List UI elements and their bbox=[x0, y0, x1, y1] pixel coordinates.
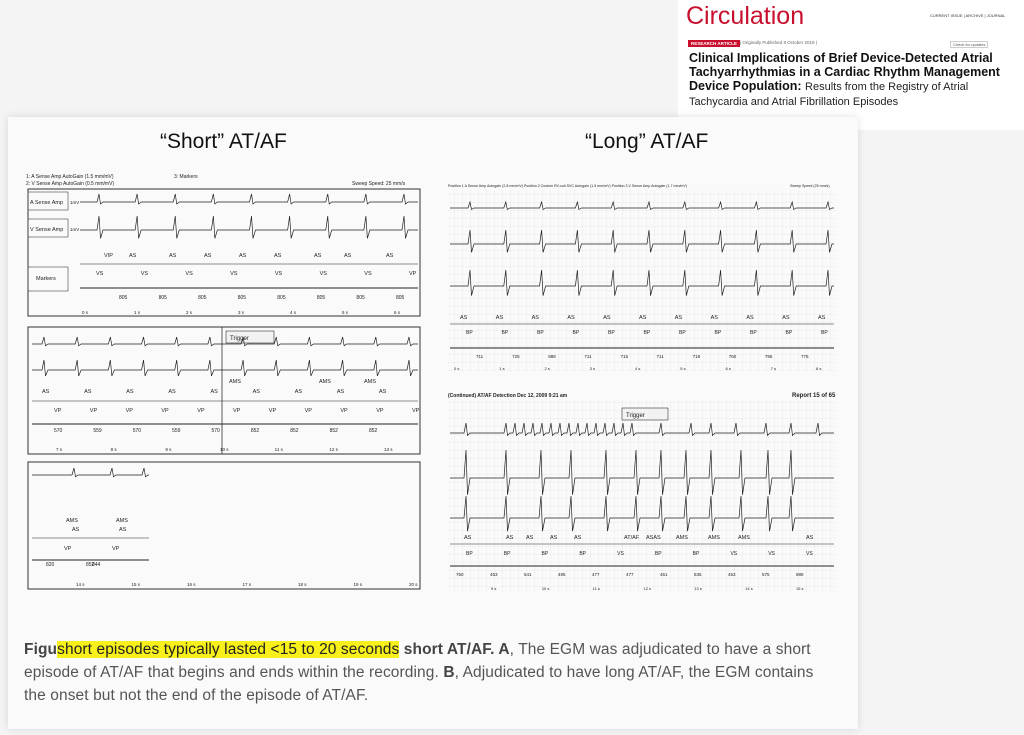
interval-label: 805 bbox=[198, 295, 207, 301]
journal-header bbox=[678, 0, 1024, 130]
interval-label: 852 bbox=[329, 428, 338, 434]
interval-label: 461 bbox=[660, 572, 668, 577]
marker-label: AS bbox=[550, 535, 558, 541]
time-label: 3 s bbox=[238, 310, 245, 315]
interval-label: 575 bbox=[762, 572, 770, 577]
interval-label: 852 bbox=[86, 562, 95, 568]
marker-label: AS bbox=[210, 389, 218, 395]
interval-label: 760 bbox=[728, 354, 737, 359]
marker-label: VP bbox=[409, 271, 417, 277]
marker-label: AS bbox=[204, 253, 212, 259]
marker-label: AT/AF bbox=[624, 535, 640, 541]
time-label: 11 s bbox=[592, 586, 600, 591]
marker-label: AS bbox=[674, 315, 683, 321]
marker-label: AS bbox=[526, 535, 534, 541]
interval-label: 495 bbox=[558, 572, 566, 577]
marker-label: AS bbox=[379, 389, 387, 395]
marker-label: AS bbox=[314, 253, 322, 259]
figure-caption bbox=[24, 638, 834, 707]
time-label: 0 s bbox=[454, 366, 460, 371]
interval-label: 711 bbox=[656, 354, 664, 359]
marker-label: AS bbox=[119, 527, 127, 533]
marker-label: VP bbox=[340, 408, 348, 414]
time-label: 5 s bbox=[342, 310, 349, 315]
marker-label: BP bbox=[608, 330, 615, 336]
marker-label: AS bbox=[818, 315, 826, 321]
marker-label: BP bbox=[654, 551, 662, 557]
time-label: 7 s bbox=[56, 447, 63, 452]
time-label: 1 s bbox=[134, 310, 141, 315]
time-label: 10 s bbox=[541, 586, 550, 591]
caption-prefix: Figu bbox=[24, 641, 58, 658]
time-label: 4 s bbox=[635, 366, 641, 371]
sweep-speed: Sweep Speed: 25 mm/s bbox=[352, 181, 406, 187]
time-label: 8 s bbox=[816, 366, 822, 371]
legend-3: 3: Markers bbox=[174, 174, 198, 180]
interval-label: 805 bbox=[237, 295, 247, 301]
interval-label: 477 bbox=[626, 572, 634, 577]
marker-label: BP bbox=[679, 330, 686, 336]
channel-markers-label: Markers bbox=[36, 276, 56, 282]
marker-label: VP bbox=[161, 408, 169, 414]
marker-label: AMS bbox=[66, 518, 78, 524]
legend-1: 1: A Sense Amp AutoGain (1.5 mm/mV) bbox=[26, 174, 114, 180]
time-label: 13 s bbox=[384, 447, 393, 452]
marker-label: BP bbox=[541, 551, 549, 557]
interval-label: 715 bbox=[620, 354, 628, 359]
marker-label: AS bbox=[84, 389, 92, 395]
sweep-top: Sweep Speed (25 mm/s) bbox=[790, 184, 830, 188]
marker-label: AS bbox=[336, 389, 345, 395]
check-updates-button[interactable]: Check for updates bbox=[950, 41, 988, 48]
marker-label: AS bbox=[344, 253, 352, 259]
time-label: 19 s bbox=[353, 582, 363, 587]
marker-label: AS bbox=[129, 253, 137, 259]
time-label: 7 s bbox=[770, 366, 777, 371]
time-label: 0 s bbox=[82, 310, 89, 315]
caption-highlight[interactable]: short episodes typically lasted <15 to 20 seconds bbox=[57, 641, 400, 658]
interval-label: 541 bbox=[524, 572, 532, 577]
marker-label: AMS bbox=[364, 379, 376, 385]
interval-label: 750 bbox=[456, 572, 464, 577]
interval-label: 805 bbox=[277, 295, 286, 301]
legend-2: 2: V Sense Amp AutoGain (0.5 mm/mV) bbox=[26, 181, 115, 187]
marker-label: BP bbox=[466, 330, 473, 336]
article-subtitle: Results from the Registry of Atrial Tachycardia and Atrial Fibrillation Episodes bbox=[689, 81, 969, 108]
marker-label: VP bbox=[197, 408, 205, 414]
marker-label: VS bbox=[768, 551, 775, 557]
article-type-badge: RESEARCH ARTICLE bbox=[688, 40, 740, 47]
caption-bold-tail: short AT/AF. A bbox=[403, 641, 510, 658]
marker-label: VS bbox=[617, 551, 624, 557]
interval-label: 711 bbox=[584, 354, 592, 359]
interval-label: 711 bbox=[476, 354, 484, 359]
egm-panel-b bbox=[446, 178, 838, 603]
marker-label: AS bbox=[495, 315, 504, 321]
marker-label: AMS bbox=[319, 379, 331, 385]
marker-label: AS bbox=[169, 253, 177, 259]
time-label: 8 s bbox=[110, 447, 117, 452]
interval-label: 805 bbox=[396, 295, 405, 301]
interval-label: 888 bbox=[548, 354, 556, 359]
marker-label: AS bbox=[239, 253, 247, 259]
marker-label: VP bbox=[304, 408, 312, 414]
marker-label: BP bbox=[466, 551, 473, 557]
marker-label: AS bbox=[386, 253, 394, 259]
marker-label: AS bbox=[252, 389, 260, 395]
marker-label: AS bbox=[168, 389, 176, 395]
marker-label: AS bbox=[639, 315, 647, 321]
marker-label: AS bbox=[782, 315, 790, 321]
marker-label: AS bbox=[274, 253, 282, 259]
marker-label: AMS bbox=[229, 379, 241, 385]
interval-label: 535 bbox=[694, 572, 702, 577]
interval-label: 852 bbox=[369, 428, 378, 434]
marker-label: AS bbox=[72, 527, 80, 533]
article-title bbox=[689, 51, 1019, 109]
scale-a: 1mV bbox=[70, 200, 80, 205]
interval-label: 852 bbox=[290, 428, 299, 434]
interval-label: 725 bbox=[512, 354, 520, 359]
time-label: 9 s bbox=[491, 586, 497, 591]
marker-label: AMS bbox=[676, 535, 688, 541]
time-label: 17 s bbox=[242, 582, 252, 587]
time-label: 2 s bbox=[186, 310, 193, 315]
caption-text-a: , The EGM was adjudicated to have a short episode of AT/AF that begins and ends within the recording. bbox=[24, 641, 811, 681]
marker-label: VIP bbox=[104, 253, 113, 259]
marker-label: AS bbox=[294, 389, 303, 395]
marker-label: VS bbox=[274, 271, 283, 277]
v-sense-trace bbox=[80, 216, 418, 238]
interval-label: 852 bbox=[250, 428, 260, 434]
interval-label: 775 bbox=[801, 354, 809, 359]
time-label: 3 s bbox=[589, 366, 596, 371]
marker-label: AS bbox=[42, 389, 50, 395]
egm-row-3 bbox=[32, 468, 418, 587]
interval-label: 805 bbox=[316, 295, 326, 301]
interval-label: 844 bbox=[92, 562, 101, 568]
marker-label: BP bbox=[579, 551, 587, 557]
marker-label: VP bbox=[412, 408, 420, 414]
marker-label: BP bbox=[714, 330, 722, 336]
marker-label: AS bbox=[574, 535, 582, 541]
a-sense-trace bbox=[32, 337, 418, 346]
marker-label: BP bbox=[821, 330, 828, 336]
time-label: 5 s bbox=[680, 366, 686, 371]
marker-label: AS bbox=[506, 535, 514, 541]
marker-label: VP bbox=[376, 408, 384, 414]
interval-label: 453 bbox=[728, 572, 736, 577]
article-title-main: Clinical Implications of Brief Device-Detected Atrial Tachyarrhythmias in a Cardiac Rhythm Management Device Population: bbox=[689, 51, 1000, 93]
interval-label: 570 bbox=[54, 428, 63, 434]
marker-label: AMS bbox=[738, 535, 750, 541]
marker-label: AS bbox=[603, 315, 611, 321]
marker-label: VS bbox=[364, 271, 372, 277]
interval-label: 570 bbox=[211, 428, 220, 434]
journal-name[interactable]: Circulation bbox=[686, 2, 805, 30]
interval-label: 477 bbox=[592, 572, 600, 577]
v-sense-trace bbox=[32, 360, 418, 376]
a-sense-trace bbox=[32, 468, 149, 477]
channel-a-label: A Sense Amp bbox=[30, 200, 64, 206]
marker-label: AS bbox=[710, 315, 718, 321]
marker-label: AMS bbox=[116, 518, 128, 524]
marker-label: AS bbox=[460, 315, 468, 321]
time-label: 15 s bbox=[131, 582, 141, 587]
marker-label: VS bbox=[319, 271, 327, 277]
interval-label: 888 bbox=[796, 572, 804, 577]
time-label: 20 s bbox=[409, 582, 418, 587]
marker-label: BP bbox=[503, 551, 511, 557]
time-label: 18 s bbox=[298, 582, 307, 587]
panel-a-title: “Short” AT/AF bbox=[160, 130, 287, 153]
report-label: Report 15 of 65 bbox=[792, 393, 836, 399]
interval-label: 805 bbox=[158, 295, 167, 301]
interval-label: 559 bbox=[93, 428, 102, 434]
marker-label: VS bbox=[806, 551, 813, 557]
scale-v: 1mV bbox=[70, 227, 80, 232]
marker-label: VS bbox=[185, 271, 193, 277]
marker-label: VS bbox=[96, 271, 104, 277]
marker-label: AS bbox=[746, 315, 754, 321]
marker-label: BP bbox=[501, 330, 509, 336]
marker-label: VS bbox=[230, 271, 238, 277]
marker-label: VP bbox=[89, 408, 98, 414]
marker-label: BP bbox=[537, 330, 544, 336]
time-label: 11 s bbox=[274, 447, 283, 452]
marker-label: VP bbox=[125, 408, 133, 414]
marker-label: VP bbox=[54, 408, 62, 414]
marker-label: VP bbox=[268, 408, 277, 414]
marker-label: BP bbox=[750, 330, 757, 336]
interval-label: 570 bbox=[132, 428, 142, 434]
marker-label: VP bbox=[112, 546, 120, 552]
time-label: 2 s bbox=[544, 366, 550, 371]
egm-row-1 bbox=[80, 194, 418, 315]
egm-row-2 bbox=[32, 337, 420, 452]
interval-label: 559 bbox=[172, 428, 181, 434]
a-sense-trace bbox=[80, 194, 418, 204]
time-label: 14 s bbox=[745, 586, 753, 591]
marker-label: AS bbox=[464, 535, 472, 541]
marker-label: ASAS bbox=[646, 535, 661, 541]
marker-label: AMS bbox=[708, 535, 720, 541]
marker-label: BP bbox=[785, 330, 793, 336]
time-label: 15 s bbox=[796, 586, 804, 591]
time-label: 12 s bbox=[329, 447, 338, 452]
trigger-marker-b: Trigger bbox=[626, 413, 645, 419]
time-label: 1 s bbox=[499, 366, 505, 371]
marker-label: AS bbox=[531, 315, 539, 321]
interval-label: 805 bbox=[356, 295, 365, 301]
time-label: 10 s bbox=[220, 447, 229, 452]
marker-label: AS bbox=[567, 315, 575, 321]
article-meta: | Originally Published 8 October 2018 | bbox=[740, 40, 817, 45]
marker-label: VP bbox=[233, 408, 241, 414]
interval-label: 453 bbox=[490, 572, 498, 577]
time-label: 13 s bbox=[694, 586, 702, 591]
caption-bold-b: B bbox=[443, 664, 455, 681]
time-label: 16 s bbox=[187, 582, 196, 587]
marker-label: VS bbox=[140, 271, 149, 277]
marker-label: BP bbox=[572, 330, 580, 336]
time-label: 12 s bbox=[643, 586, 652, 591]
marker-label: AS bbox=[806, 535, 814, 541]
marker-label: BP bbox=[692, 551, 700, 557]
time-label: 6 s bbox=[725, 366, 731, 371]
journal-nav[interactable]: CURRENT ISSUE | ARCHIVE | JOURNAL bbox=[930, 13, 1006, 18]
panel-b-title: “Long” AT/AF bbox=[585, 130, 709, 153]
header-top: Position 1 A Sense Amp Autogain (2.8 mm/mV) Position 2 Custom RV-coil-SVC Autogain (1.5 mm/mV) Position 3 V Sense Amp Autogain (1.7 mm/mV) bbox=[448, 184, 688, 188]
egm-panel-a bbox=[24, 172, 424, 597]
caption-text-b: , Adjudicated to have long AT/AF, the EGM contains the onset but not the end of the episode of AT/AF. bbox=[24, 664, 814, 704]
marker-label: VP bbox=[64, 546, 72, 552]
marker-label: BP bbox=[643, 330, 651, 336]
interval-label: 805 bbox=[119, 295, 128, 301]
trigger-marker-a: Trigger bbox=[230, 336, 249, 342]
time-label: 14 s bbox=[76, 582, 85, 587]
time-label: 9 s bbox=[165, 447, 172, 452]
channel-v-label: V Sense Amp bbox=[30, 227, 64, 233]
marker-label: VS bbox=[730, 551, 738, 557]
time-label: 6 s bbox=[394, 310, 401, 315]
continued-label: (Continued) AT/AF Detection Dec 12, 2009 9:21 am bbox=[448, 393, 568, 399]
interval-label: 718 bbox=[692, 354, 701, 359]
interval-label: 820 bbox=[46, 562, 55, 568]
interval-label: 795 bbox=[764, 354, 773, 359]
time-label: 4 s bbox=[290, 310, 297, 315]
marker-label: AS bbox=[126, 389, 134, 395]
